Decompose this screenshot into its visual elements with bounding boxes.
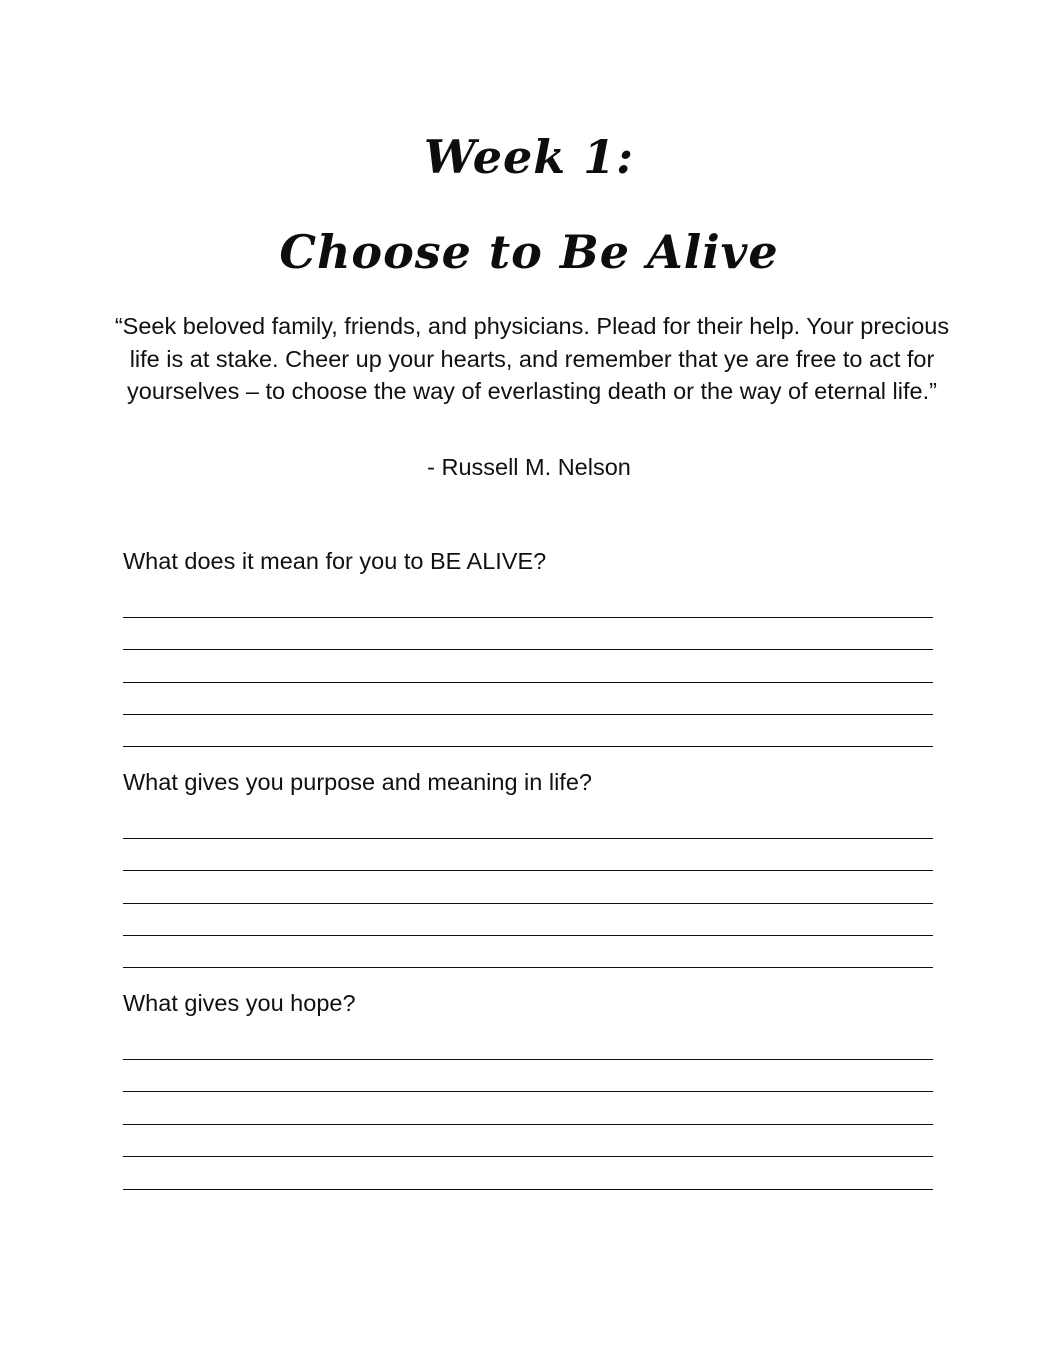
answer-line[interactable] xyxy=(123,1124,933,1125)
question-1-prompt: What does it mean for you to BE ALIVE? xyxy=(123,548,547,574)
answer-line[interactable] xyxy=(123,1091,933,1092)
answer-line[interactable] xyxy=(123,714,933,715)
question-3-prompt: What gives you hope? xyxy=(123,990,356,1016)
answer-line[interactable] xyxy=(123,935,933,936)
answer-line[interactable] xyxy=(123,1156,933,1157)
quote-attribution: - Russell M. Nelson xyxy=(427,454,631,480)
quote-text: “Seek beloved family, friends, and physicians. Plead for their help. Your precious life is at stake. Cheer up your hearts, and remember that ye are free to act for yourselves – to choose the way of everlasting death or the way of eternal life.” xyxy=(114,313,950,404)
answer-line[interactable] xyxy=(123,870,933,871)
page-title: Choose to Be Alive xyxy=(279,225,779,279)
answer-line[interactable] xyxy=(123,903,933,904)
answer-line[interactable] xyxy=(123,682,933,683)
answer-line[interactable] xyxy=(123,1059,933,1060)
answer-line[interactable] xyxy=(123,1189,933,1190)
question-2-prompt: What gives you purpose and meaning in life? xyxy=(123,769,592,795)
week-label: Week 1: xyxy=(423,130,635,184)
answer-line[interactable] xyxy=(123,617,933,618)
answer-line[interactable] xyxy=(123,967,933,968)
answer-line[interactable] xyxy=(123,838,933,839)
answer-line[interactable] xyxy=(123,746,933,747)
answer-line[interactable] xyxy=(123,649,933,650)
